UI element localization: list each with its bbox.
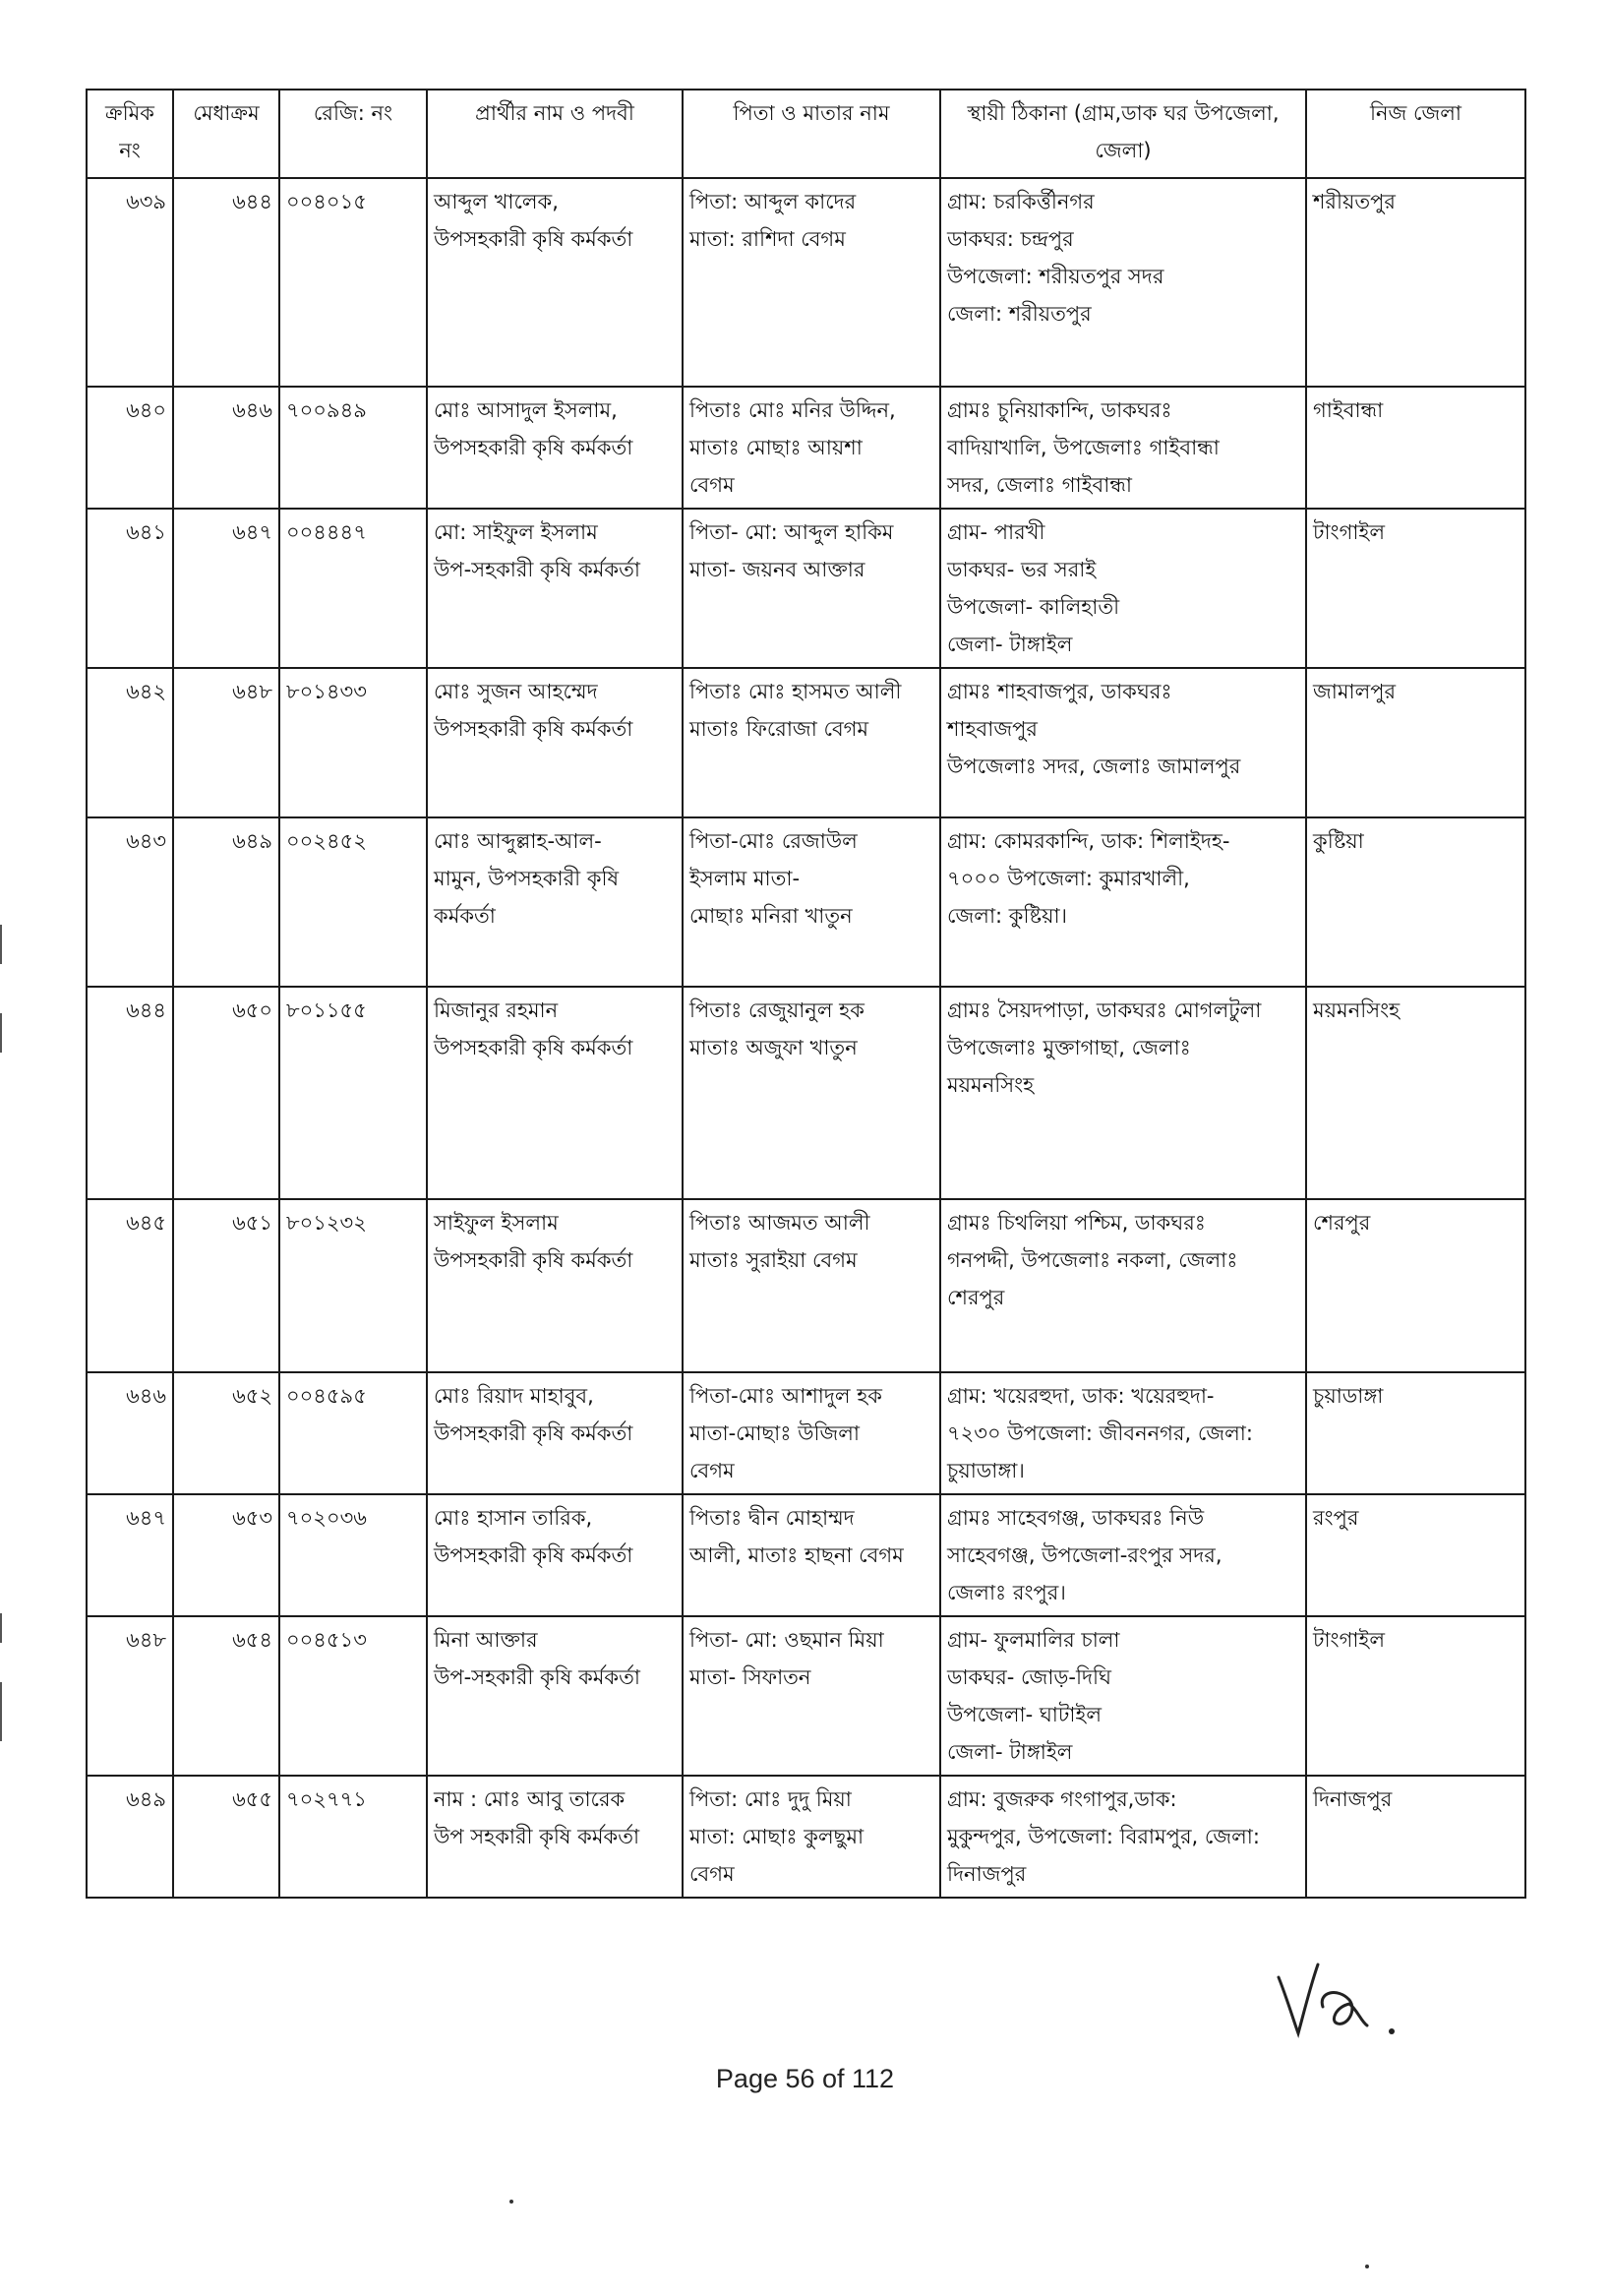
name-cell-line: উপসহকারী কৃষি কর্মকর্তা xyxy=(434,1248,633,1272)
district-cell: শেরপুর xyxy=(1306,1199,1525,1372)
parents-cell-line: পিতাঃ রেজুয়ানুল হক xyxy=(689,998,865,1022)
address-cell-line: উপজেলা: শরীয়তপুর সদর xyxy=(947,265,1164,288)
header-district: নিজ জেলা xyxy=(1306,90,1525,178)
merit-cell: ৬৪৭ xyxy=(173,509,279,668)
table-row xyxy=(87,987,1525,1199)
table-row xyxy=(87,817,1525,987)
address-cell-line: গ্রাম: বুজরুক গংগাপুর,ডাক: xyxy=(947,1787,1177,1811)
address-cell-line: শেরপুর xyxy=(947,1286,1005,1309)
parents-cell-line: মাতাঃ সুরাইয়া বেগম xyxy=(689,1248,858,1272)
name-cell-line: উপসহকারী কৃষি কর্মকর্তা xyxy=(434,717,633,741)
address-cell-line: সাহেবগঞ্জ, উপজেলা-রংপুর সদর, xyxy=(947,1543,1222,1567)
address-cell xyxy=(940,178,1306,387)
name-cell xyxy=(427,817,683,987)
name-cell-line: মোঃ আব্দুল্লাহ-আল- xyxy=(434,829,602,853)
serial-cell: ৬৪২ xyxy=(87,668,173,817)
name-cell xyxy=(427,987,683,1199)
parents-cell xyxy=(683,1199,940,1372)
header-serial: ক্রমিক নং xyxy=(87,90,173,178)
district-cell: কুষ্টিয়া xyxy=(1306,817,1525,987)
scan-edge-mark xyxy=(0,925,2,964)
parents-cell-line: মাতা: রাশিদা বেগম xyxy=(689,227,846,251)
name-cell-line: উপসহকারী কৃষি কর্মকর্তা xyxy=(434,1543,633,1567)
name-cell xyxy=(427,1776,683,1898)
address-cell-line: ময়মনসিংহ xyxy=(947,1073,1035,1097)
merit-cell: ৬৫৩ xyxy=(173,1494,279,1616)
name-cell xyxy=(427,1616,683,1776)
header-merit: মেধাক্রম xyxy=(173,90,279,178)
parents-cell-line: পিতাঃ আজমত আলী xyxy=(689,1211,870,1235)
merit-cell: ৬৫১ xyxy=(173,1199,279,1372)
address-cell-line: গ্রামঃ চিথলিয়া পশ্চিম, ডাকঘরঃ xyxy=(947,1211,1206,1235)
scan-speck xyxy=(1365,2265,1369,2268)
header-parents: পিতা ও মাতার নাম xyxy=(683,90,940,178)
reg-cell: ৭০২০৩৬ xyxy=(279,1494,427,1616)
address-cell-line: গ্রাম- পারখী xyxy=(947,520,1045,544)
district-cell: শরীয়তপুর xyxy=(1306,178,1525,387)
name-cell-line: সাইফুল ইসলাম xyxy=(434,1211,559,1235)
address-cell-line: দিনাজপুর xyxy=(947,1862,1027,1886)
parents-cell xyxy=(683,178,940,387)
table-row xyxy=(87,1372,1525,1494)
name-cell-line: মোঃ আসাদুল ইসলাম, xyxy=(434,398,618,422)
reg-cell: ৭০০৯৪৯ xyxy=(279,387,427,509)
scan-edge-mark xyxy=(0,1013,2,1053)
serial-cell: ৬৪৫ xyxy=(87,1199,173,1372)
district-cell: টাংগাইল xyxy=(1306,1616,1525,1776)
address-cell xyxy=(940,1616,1306,1776)
address-cell-line: সদর, জেলাঃ গাইবান্ধা xyxy=(947,473,1132,497)
address-cell-line: গ্রাম- ফুলমালির চালা xyxy=(947,1628,1120,1652)
parents-cell xyxy=(683,387,940,509)
reg-cell: ০০২৪৫২ xyxy=(279,817,427,987)
district-cell: জামালপুর xyxy=(1306,668,1525,817)
address-cell-line: বাদিয়াখালি, উপজেলাঃ গাইবান্ধা xyxy=(947,436,1220,459)
address-cell-line: গ্রাম: কোমরকান্দি, ডাক: শিলাইদহ- xyxy=(947,829,1230,853)
parents-cell xyxy=(683,817,940,987)
table-row xyxy=(87,1776,1525,1898)
address-cell xyxy=(940,1776,1306,1898)
address-cell xyxy=(940,1199,1306,1372)
name-cell-line: উপ সহকারী কৃষি কর্মকর্তা xyxy=(434,1825,640,1848)
address-cell-line: ৭২৩০ উপজেলা: জীবননগর, জেলা: xyxy=(947,1421,1253,1445)
district-cell: চুয়াডাঙ্গা xyxy=(1306,1372,1525,1494)
address-cell-line: গ্রামঃ শাহবাজপুর, ডাকঘরঃ xyxy=(947,680,1172,703)
parents-cell-line: পিতা- মো: আব্দুল হাকিম xyxy=(689,520,894,544)
name-cell-line: মো: সাইফুল ইসলাম xyxy=(434,520,598,544)
address-cell-line: গ্রাম: চরকির্ত্তীনগর xyxy=(947,190,1095,213)
parents-cell-line: মাতা: মোছাঃ কুলছুমা xyxy=(689,1825,865,1848)
serial-cell: ৬৪৩ xyxy=(87,817,173,987)
parents-cell-line: বেগম xyxy=(689,1862,735,1886)
address-cell xyxy=(940,1494,1306,1616)
name-cell-line: আব্দুল খালেক, xyxy=(434,190,559,213)
parents-cell-line: মাতা- সিফাতন xyxy=(689,1665,811,1689)
address-cell-line: গ্রাম: খয়েরহুদা, ডাক: খয়েরহুদা- xyxy=(947,1384,1215,1408)
address-cell-line: উপজেলা- কালিহাতী xyxy=(947,595,1120,619)
name-cell-line: নাম : মোঃ আবু তারেক xyxy=(434,1787,626,1811)
reg-cell: ০০৪০১৫ xyxy=(279,178,427,387)
scan-edge-mark xyxy=(0,1682,2,1741)
parents-cell-line: পিতা: মোঃ দুদু মিয়া xyxy=(689,1787,852,1811)
parents-cell xyxy=(683,1776,940,1898)
table-row xyxy=(87,178,1525,387)
header-name: প্রার্থীর নাম ও পদবী xyxy=(427,90,683,178)
parents-cell xyxy=(683,1494,940,1616)
name-cell-line: মোঃ হাসান তারিক, xyxy=(434,1506,593,1530)
parents-cell-line: বেগম xyxy=(689,473,735,497)
reg-cell: ৭০২৭৭১ xyxy=(279,1776,427,1898)
address-cell-line: উপজেলাঃ সদর, জেলাঃ জামালপুর xyxy=(947,755,1241,778)
name-cell-line: মামুন, উপসহকারী কৃষি xyxy=(434,867,620,890)
parents-cell-line: পিতা-মোঃ আশাদুল হক xyxy=(689,1384,882,1408)
address-cell-line: জেলা: শরীয়তপুর xyxy=(947,302,1092,326)
name-cell-line: মিজানুর রহমান xyxy=(434,998,559,1022)
parents-cell-line: পিতাঃ দ্বীন মোহাম্মদ xyxy=(689,1506,855,1530)
address-cell-line: ডাকঘর: চন্দ্রপুর xyxy=(947,227,1074,251)
parents-cell-line: মাতাঃ অজুফা খাতুন xyxy=(689,1036,858,1059)
parents-cell-line: মোছাঃ মনিরা খাতুন xyxy=(689,904,853,928)
address-cell xyxy=(940,817,1306,987)
serial-cell: ৬৪০ xyxy=(87,387,173,509)
parents-cell-line: পিতা-মোঃ রেজাউল xyxy=(689,829,858,853)
table-header-row xyxy=(87,90,1525,178)
parents-cell-line: পিতাঃ মোঃ মনির উদ্দিন, xyxy=(689,398,896,422)
address-cell-line: জেলাঃ রংপুর। xyxy=(947,1581,1066,1604)
district-cell: রংপুর xyxy=(1306,1494,1525,1616)
address-cell-line: ৭০০০ উপজেলা: কুমারখালী, xyxy=(947,867,1190,890)
merit-cell: ৬৪৯ xyxy=(173,817,279,987)
address-cell-line: ডাকঘর- জোড়-দিঘি xyxy=(947,1665,1112,1689)
name-cell xyxy=(427,509,683,668)
merit-cell: ৬৪৮ xyxy=(173,668,279,817)
name-cell-line: উপসহকারী কৃষি কর্মকর্তা xyxy=(434,1421,633,1445)
parents-cell-line: পিতা: আব্দুল কাদের xyxy=(689,190,857,213)
merit-cell: ৬৪৬ xyxy=(173,387,279,509)
merit-cell: ৬৫০ xyxy=(173,987,279,1199)
table-row xyxy=(87,1199,1525,1372)
name-cell-line: মোঃ রিয়াদ মাহাবুব, xyxy=(434,1384,594,1408)
address-cell xyxy=(940,1372,1306,1494)
scan-speck xyxy=(509,2200,513,2204)
district-cell: ময়মনসিংহ xyxy=(1306,987,1525,1199)
parents-cell-line: পিতাঃ মোঃ হাসমত আলী xyxy=(689,680,902,703)
address-cell xyxy=(940,668,1306,817)
serial-cell: ৬৩৯ xyxy=(87,178,173,387)
parents-cell-line: বেগম xyxy=(689,1459,735,1482)
reg-cell: ৮০১২৩২ xyxy=(279,1199,427,1372)
district-cell: টাংগাইল xyxy=(1306,509,1525,668)
address-cell-line: মুকুন্দপুর, উপজেলা: বিরামপুর, জেলা: xyxy=(947,1825,1260,1848)
header-reg: রেজি: নং xyxy=(279,90,427,178)
candidate-table xyxy=(86,89,1526,1899)
reg-cell: ০০৪৫১৩ xyxy=(279,1616,427,1776)
reg-cell: ৮০১১৫৫ xyxy=(279,987,427,1199)
address-cell-line: জেলা- টাঙ্গাইল xyxy=(947,1740,1073,1764)
name-cell-line: মোঃ সুজন আহম্মেদ xyxy=(434,680,598,703)
table-row xyxy=(87,668,1525,817)
parents-cell-line: মাতাঃ মোছাঃ আয়শা xyxy=(689,436,863,459)
address-cell-line: উপজেলাঃ মুক্তাগাছা, জেলাঃ xyxy=(947,1036,1191,1059)
table-row xyxy=(87,387,1525,509)
name-cell-line: মিনা আক্তার xyxy=(434,1628,538,1652)
reg-cell: ০০৪৫৯৫ xyxy=(279,1372,427,1494)
name-cell xyxy=(427,1372,683,1494)
address-cell-line: জেলা: কুষ্টিয়া। xyxy=(947,904,1068,928)
name-cell xyxy=(427,1199,683,1372)
name-cell-line: উপসহকারী কৃষি কর্মকর্তা xyxy=(434,227,633,251)
name-cell xyxy=(427,1494,683,1616)
parents-cell-line: পিতা- মো: ওছমান মিয়া xyxy=(689,1628,884,1652)
address-cell-line: গনপদ্দী, উপজেলাঃ নকলা, জেলাঃ xyxy=(947,1248,1238,1272)
name-cell-line: উপসহকারী কৃষি কর্মকর্তা xyxy=(434,436,633,459)
parents-cell xyxy=(683,509,940,668)
reg-cell: ৮০১৪৩৩ xyxy=(279,668,427,817)
address-cell-line: চুয়াডাঙ্গা। xyxy=(947,1459,1025,1482)
merit-cell: ৬৪৪ xyxy=(173,178,279,387)
header-address: স্থায়ী ঠিকানা (গ্রাম,ডাক ঘর উপজেলা, জেলা) xyxy=(940,90,1306,178)
parents-cell xyxy=(683,668,940,817)
name-cell-line: কর্মকর্তা xyxy=(434,904,496,928)
merit-cell: ৬৫৫ xyxy=(173,1776,279,1898)
address-cell-line: জেলা- টাঙ্গাইল xyxy=(947,633,1073,656)
merit-cell: ৬৫২ xyxy=(173,1372,279,1494)
parents-cell-line: মাতাঃ ফিরোজা বেগম xyxy=(689,717,869,741)
table-row xyxy=(87,1616,1525,1776)
parents-cell-line: আলী, মাতাঃ হাছনা বেগম xyxy=(689,1543,904,1567)
address-cell-line: গ্রামঃ সাহেবগঞ্জ, ডাকঘরঃ নিউ xyxy=(947,1506,1205,1530)
address-cell-line: গ্রামঃ চুনিয়াকান্দি, ডাকঘরঃ xyxy=(947,398,1172,422)
page-number: Page 56 of 112 xyxy=(715,2064,895,2093)
parents-cell xyxy=(683,1372,940,1494)
district-cell: গাইবান্ধা xyxy=(1306,387,1525,509)
address-cell-line: ডাকঘর- ভর সরাই xyxy=(947,558,1097,581)
serial-cell: ৬৪৪ xyxy=(87,987,173,1199)
address-cell-line: শাহবাজপুর xyxy=(947,717,1038,741)
parents-cell xyxy=(683,987,940,1199)
serial-cell: ৬৪৯ xyxy=(87,1776,173,1898)
name-cell xyxy=(427,668,683,817)
table-row xyxy=(87,509,1525,668)
merit-cell: ৬৫৪ xyxy=(173,1616,279,1776)
signature-mark xyxy=(1269,1953,1406,2041)
name-cell-line: উপ-সহকারী কৃষি কর্মকর্তা xyxy=(434,558,640,581)
name-cell-line: উপসহকারী কৃষি কর্মকর্তা xyxy=(434,1036,633,1059)
address-cell xyxy=(940,987,1306,1199)
parents-cell-line: ইসলাম মাতা- xyxy=(689,867,801,890)
parents-cell-line: মাতা-মোছাঃ উজিলা xyxy=(689,1421,861,1445)
serial-cell: ৬৪৬ xyxy=(87,1372,173,1494)
district-cell: দিনাজপুর xyxy=(1306,1776,1525,1898)
reg-cell: ০০৪৪৪৭ xyxy=(279,509,427,668)
serial-cell: ৬৪৮ xyxy=(87,1616,173,1776)
name-cell xyxy=(427,178,683,387)
address-cell xyxy=(940,509,1306,668)
address-cell xyxy=(940,387,1306,509)
name-cell-line: উপ-সহকারী কৃষি কর্মকর্তা xyxy=(434,1665,640,1689)
serial-cell: ৬৪৭ xyxy=(87,1494,173,1616)
address-cell-line: উপজেলা- ঘাটাইল xyxy=(947,1703,1102,1726)
serial-cell: ৬৪১ xyxy=(87,509,173,668)
parents-cell xyxy=(683,1616,940,1776)
scan-edge-mark xyxy=(0,1613,2,1643)
address-cell-line: গ্রামঃ সৈয়দপাড়া, ডাকঘরঃ মোগলটুলা xyxy=(947,998,1262,1022)
parents-cell-line: মাতা- জয়নব আক্তার xyxy=(689,558,865,581)
table-row xyxy=(87,1494,1525,1616)
name-cell xyxy=(427,387,683,509)
